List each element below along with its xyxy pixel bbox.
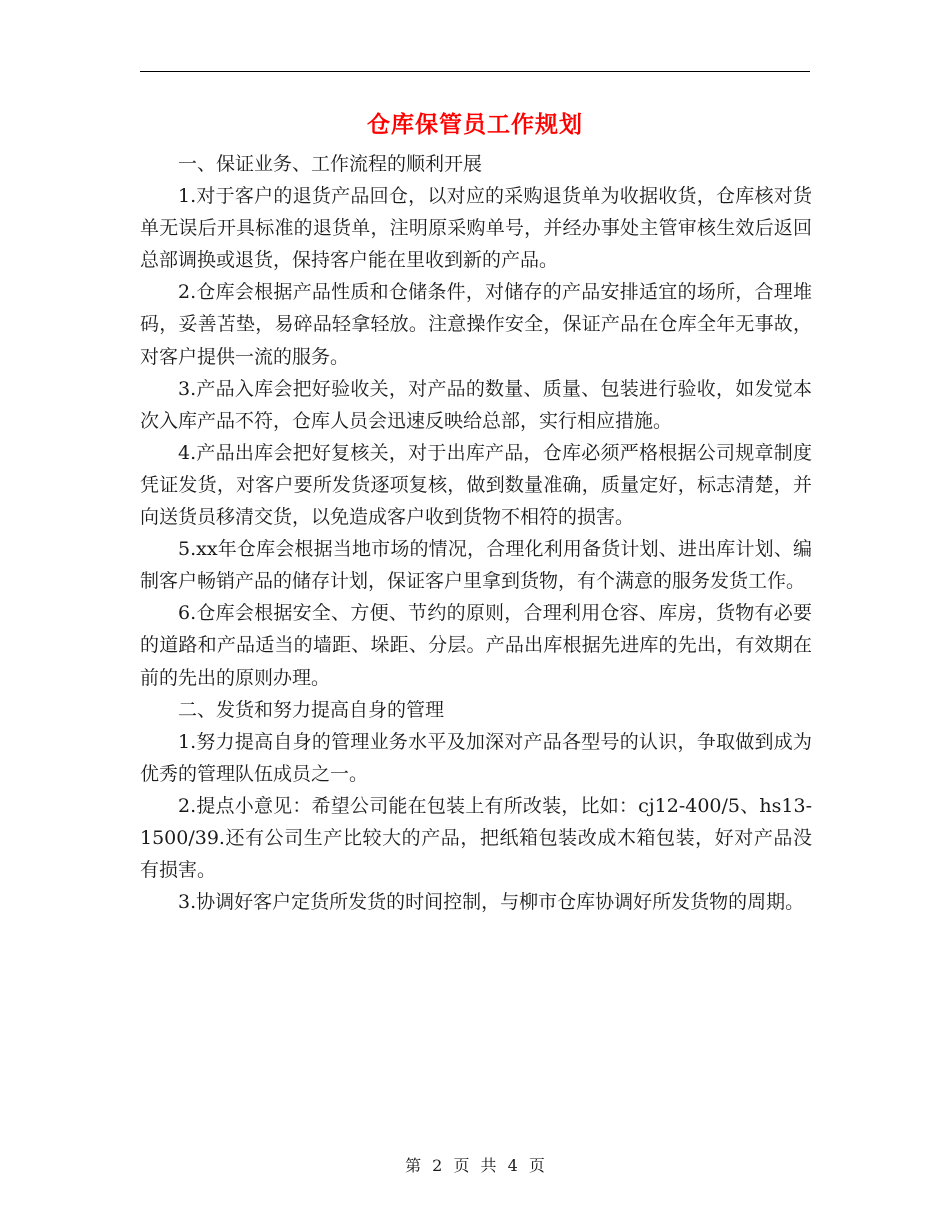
document-title: 仓库保管员工作规划 [367,111,583,138]
paragraph: 2.提点小意见：希望公司能在包装上有所改装，比如：cj12-400/5、hs13-1500/39.还有公司生产比较大的产品，把纸箱包装改成木箱包装，好对产品没有损害。 [140,794,812,882]
paragraph: 5.xx年仓库会根据当地市场的情况，合理化利用备货计划、进出库计划、编制客户畅销产品的储存计划，保证客户里拿到货物，有个满意的服务发货工作。 [140,538,812,593]
paragraph: 1.努力提高自身的管理业务水平及加深对产品各型号的认识，争取做到成为优秀的管理队伍成员之一。 [140,730,812,785]
paragraph: 1.对于客户的退货产品回仓，以对应的采购退货单为收据收货，仓库核对货单无误后开具标准的退货单，注明原采购单号，并经办事处主管审核生效后返回总部调换或退货，保持客户能在里收到新的产品。 [140,185,812,272]
paragraph: 2.仓库会根据产品性质和仓储条件，对储存的产品安排适宜的场所，合理堆码，妥善苫垫，易碎品轻拿轻放。注意操作安全，保证产品在仓库全年无事故，对客户提供一流的服务。 [140,281,812,368]
section-heading-2: 二、发货和努力提高自身的管理 [178,698,445,721]
paragraph: 4.产品出库会把好复核关，对于出库产品，仓库必须严格根据公司规章制度凭证发货，对客户要所发货逐项复核，做到数量准确，质量定好，标志清楚，并向送货员移清交货，以免造成客户收到货物不相符的损害。 [140,441,812,529]
paragraph: 3.产品入库会把好验收关，对产品的数量、质量、包装进行验收，如发觉本次入库产品不符，仓库人员会迅速反映给总部，实行相应措施。 [140,377,812,432]
document-body [140,148,812,918]
section-heading-1: 一、保证业务、工作流程的顺利开展 [178,153,483,175]
page-number-footer: 第 2 页 共 4 页 [405,1156,545,1175]
paragraph: 3.协调好客户定货所发货的时间控制，与柳市仓库协调好所发货物的周期。 [178,891,805,914]
paragraph: 6.仓库会根据安全、方便、节约的原则，合理利用仓容、库房，货物有必要的道路和产品适当的墙距、垛距、分层。产品出库根据先进库的先出，有效期在前的先出的原则办理。 [140,602,812,689]
header-rule [140,71,810,72]
